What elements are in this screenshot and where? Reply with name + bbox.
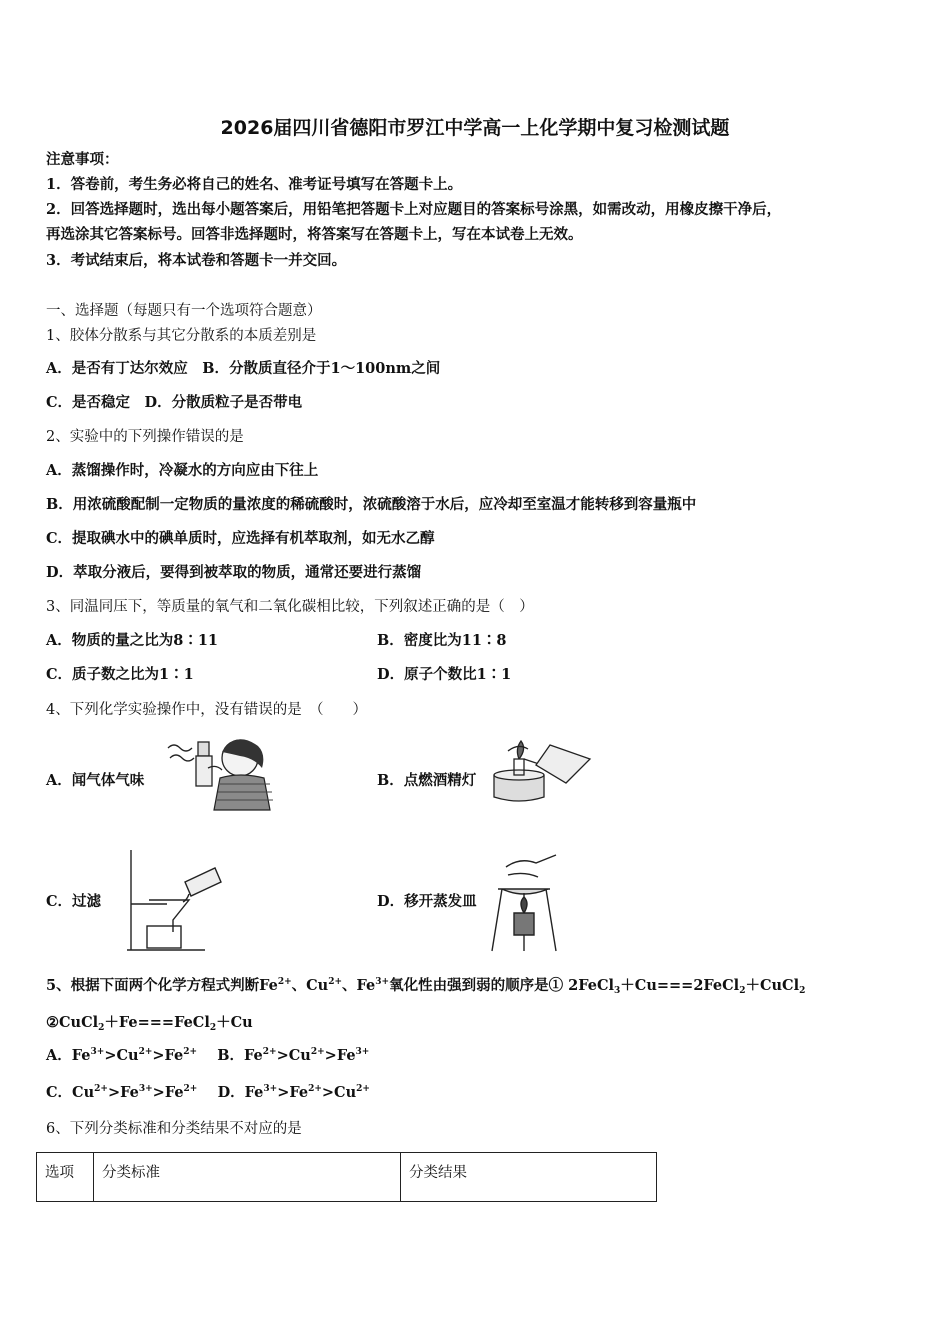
q4-option-b: B．点燃酒精灯 bbox=[377, 772, 477, 789]
q4-option-c: C．过滤 bbox=[46, 893, 102, 910]
notice-item-3: 3．考试结束后，将本试卷和答题卡一并交回。 bbox=[46, 252, 347, 269]
q5-eq1: 2FeCl$_3$＋Cu===2FeCl$_2$＋CuCl$_2$ bbox=[568, 977, 806, 996]
q1-options-cd: C．是否稳定 D．分散质粒子是否带电 bbox=[46, 394, 303, 411]
table-header-cell: 选项 bbox=[37, 1153, 94, 1202]
alcohol-lamp-figure bbox=[488, 735, 598, 805]
q5-charge: 2+ bbox=[277, 977, 292, 987]
classification-table bbox=[36, 1152, 657, 1202]
table-header-cell: 分类标准 bbox=[94, 1153, 401, 1202]
q5-charge: 2+ bbox=[328, 977, 343, 987]
notice-item-2: 2．回答选择题时，选出每小题答案后，用铅笔把答题卡上对应题目的答案标号涂黑，如需改动，用橡皮擦干净后， bbox=[46, 201, 782, 218]
q2-stem: 2、实验中的下列操作错误的是 bbox=[46, 429, 244, 445]
q4-option-a: A．闻气体气味 bbox=[46, 772, 145, 789]
q5-charge: 3+ bbox=[375, 977, 390, 987]
q3-option-d: D．原子个数比1∶1 bbox=[377, 666, 512, 683]
notice-item-1: 1．答卷前，考生务必将自己的姓名、准考证号填写在答题卡上。 bbox=[46, 176, 463, 193]
q1-options-ab: A．是否有丁达尔效应 B．分散质直径介于1～100nm之间 bbox=[46, 360, 441, 377]
q4-option-d: D．移开蒸发皿 bbox=[377, 893, 477, 910]
q5-fe: Fe bbox=[356, 977, 376, 994]
q2-option-c: C．提取碘水中的碘单质时，应选择有机萃取剂，如无水乙醇 bbox=[46, 530, 435, 547]
page-title: 2026届四川省德阳市罗江中学高一上化学期中复习检测试题 bbox=[220, 117, 730, 139]
q5-sep: 、 bbox=[291, 977, 307, 994]
q3-option-a: A．物质的量之比为8∶11 bbox=[46, 632, 219, 649]
q5-eq2: ②CuCl$_2$＋Fe===FeCl$_2$＋Cu bbox=[46, 1014, 253, 1033]
q5-options-cd: C．$Cu^{2+}>Fe^{3+}>Fe^{2+}$ D．$Fe^{3+}>Fe^{2+}>Cu^{2+}$ bbox=[46, 1084, 370, 1101]
q2-option-a: A．蒸馏操作时，冷凝水的方向应由下往上 bbox=[46, 462, 319, 479]
section-heading: 一、选择题（每题只有一个选项符合题意） bbox=[46, 303, 322, 319]
q6-stem: 6、下列分类标准和分类结果不对应的是 bbox=[46, 1121, 302, 1137]
notice-heading: 注意事项： bbox=[46, 151, 119, 168]
filtration-figure bbox=[115, 846, 230, 954]
q5-stem bbox=[46, 976, 805, 996]
q5-stem-pre: 5、根据下面两个化学方程式判断Fe bbox=[46, 977, 278, 994]
table-row bbox=[37, 1153, 657, 1202]
q3-option-b: B．密度比为11∶8 bbox=[377, 632, 507, 649]
q5-sep: 、 bbox=[342, 977, 357, 994]
smelling-gas-figure bbox=[162, 728, 276, 812]
evaporating-dish-figure bbox=[488, 853, 560, 955]
q2-option-b: B．用浓硫酸配制一定物质的量浓度的稀硫酸时，浓硫酸溶于水后，应冷却至室温才能转移到容量瓶中 bbox=[46, 496, 697, 513]
q1-stem: 1、胶体分散系与其它分散系的本质差别是 bbox=[46, 328, 317, 344]
notice-item-2-cont: 再选涂其它答案标号。回答非选择题时，将答案写在答题卡上，写在本试卷上无效。 bbox=[46, 226, 583, 243]
q5-options-ab: A．$Fe^{3+}>Cu^{2+}>Fe^{2+}$ B．$Fe^{2+}>Cu^{2+}>Fe^{3+}$ bbox=[46, 1047, 370, 1064]
table-header-cell: 分类结果 bbox=[401, 1153, 657, 1202]
q5-cu: Cu bbox=[306, 977, 329, 994]
q4-stem: 4、下列化学实验操作中，没有错误的是 （ ） bbox=[46, 702, 367, 718]
q3-stem: 3、同温同压下，等质量的氧气和二氧化碳相比较，下列叙述正确的是（ ） bbox=[46, 599, 534, 615]
q2-option-d: D．萃取分液后，要得到被萃取的物质，通常还要进行蒸馏 bbox=[46, 564, 422, 581]
q3-option-c: C．质子数之比为1∶1 bbox=[46, 666, 194, 683]
q5-stem-post: 氧化性由强到弱的顺序是① bbox=[389, 977, 564, 994]
